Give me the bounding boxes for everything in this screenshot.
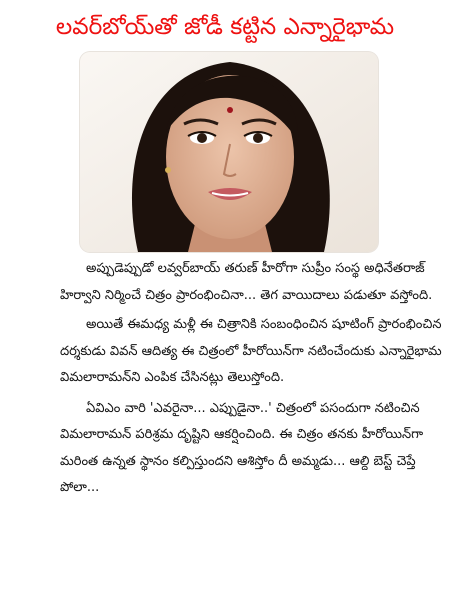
article-paragraph: అయితే ఈమధ్య మళ్లీ ఈ చిత్రానికి సంబంధించిన షూటింగ్ ప్రారంభించిన దర్శకుడు వివన్ ఆదిత్య ఈ చిత్రంలో హీరోయిన్‌గా నటించేందుకు ఎన్నారైభామ విమలారామన్‌ని ఎంపిక చేసినట్లు తెలుస్తోంది. [60,317,442,385]
actress-photo [80,52,378,252]
actress-portrait-photo-icon [80,52,378,252]
article-paragraph: అప్పుడెప్పుడో లవ్వర్‌బాయ్ తరుణ్ హీరోగా సుప్రీం సంస్థ అధినేతరాజ్ హిర్వాని నిర్మించే చిత్రం ప్రారంభించినా... తెగ వాయిదాలు పడుతూ వస్తోంది. [60,261,433,303]
article-body [60,256,442,505]
page-title: లవర్‌బోయ్‌తో జోడీ కట్టిన ఎన్నారైభామ [55,14,395,40]
article-paragraph: ఏవిఎం వారి 'ఎవరైనా... ఎప్పుడైనా..' చిత్రంలో పసందుగా నటించిన విమలారామన్ పరిశ్రమ దృష్టిని ఆకర్షించింది. ఈ చిత్రం తనకు హీరోయిన్‌గా మరింత ఉన్నత స్థానం కల్పిస్తుందని ఆశిస్తోం దీ అమ్మడు... ఆల్ది బెస్ట్ చెప్తే పోలా... [60,400,424,495]
